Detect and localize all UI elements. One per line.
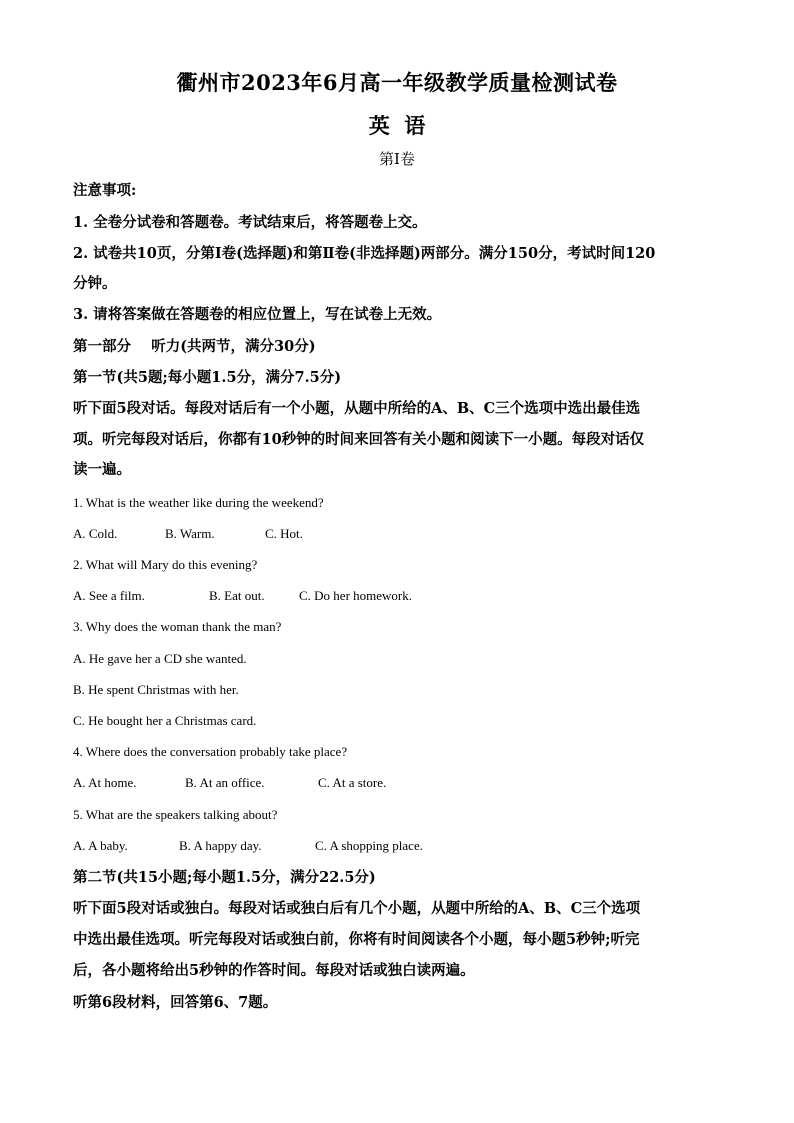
question-4-stem: 4. Where does the conversation probably take place? [73,744,348,759]
question-3-stem: 3. Why does the woman thank the man? [73,619,282,634]
q1-option-b: B. Warm. [165,526,215,541]
q2-option-b: B. Eat out. [209,588,265,603]
question-1-stem: 1. What is the weather like during the weekend? [73,495,324,510]
note-item-1: 1. 全卷分试卷和答题卷。考试结束后，将答题卷上交。 [73,214,427,231]
question-2-options [73,586,723,606]
q5-option-b: B. A happy day. [179,838,262,853]
question-2-stem: 2. What will Mary do this evening? [73,557,258,572]
section1-instruction-line-2: 项。听完每段对话后，你都有10秒钟的时间来回答有关小题和阅读下一小题。每段对话仅 [73,431,645,448]
exam-subject: 英 语 [368,113,426,138]
question-1-options [73,524,723,544]
section2-instruction-line-2: 中选出最佳选项。听完每段对话或独白前，你将有时间阅读各个小题，每小题5秒钟;听完 [73,931,640,948]
q3-option-a: A. He gave her a CD she wanted. [73,651,247,666]
section1-instruction-line-1: 听下面5段对话。每段对话后有一个小题，从题中所给的A、B、C三个选项中选出最佳选 [73,400,641,417]
section2-heading: 第二节(共15小题;每小题1.5分，满分22.5分) [73,869,376,886]
q5-option-a: A. A baby. [73,838,128,853]
q3-option-c: C. He bought her a Christmas card. [73,713,257,728]
q5-option-c: C. A shopping place. [315,838,423,853]
note-item-2-line-1: 2. 试卷共10页，分第Ⅰ卷(选择题)和第Ⅱ卷(非选择题)两部分。满分150分，考试时间120 [73,245,656,262]
q2-option-c: C. Do her homework. [299,588,413,603]
q4-option-a: A. At home. [73,775,137,790]
q2-option-a: A. See a film. [73,588,145,603]
q4-option-b: B. At an office. [185,775,265,790]
q4-option-c: C. At a store. [318,775,387,790]
volume-label: 第I卷 [379,150,415,168]
note-item-3: 3. 请将答案做在答题卷的相应位置上，写在试卷上无效。 [73,306,442,323]
q1-option-c: C. Hot. [265,526,303,541]
section1-instruction-line-3: 读一遍。 [73,461,131,478]
material-6-label: 听第6段材料，回答第6、7题。 [73,994,278,1011]
part1-heading: 第一部分 听力(共两节，满分30分) [73,338,316,355]
section2-instruction-line-3: 后，各小题将给出5秒钟的作答时间。每段对话或独白读两遍。 [73,962,475,979]
question-5-stem: 5. What are the speakers talking about? [73,807,278,822]
q3-option-b: B. He spent Christmas with her. [73,682,239,697]
question-5-options [73,836,723,856]
question-4-options [73,773,723,793]
notes-heading: 注意事项: [73,182,137,199]
section1-heading: 第一节(共5题;每小题1.5分，满分7.5分) [73,369,342,386]
exam-title: 衢州市2023年6月高一年级教学质量检测试卷 [176,70,618,95]
section2-instruction-line-1: 听下面5段对话或独白。每段对话或独白后有几个小题，从题中所给的A、B、C三个选项 [73,900,641,917]
q1-option-a: A. Cold. [73,526,118,541]
note-item-2-line-2: 分钟。 [73,275,117,292]
